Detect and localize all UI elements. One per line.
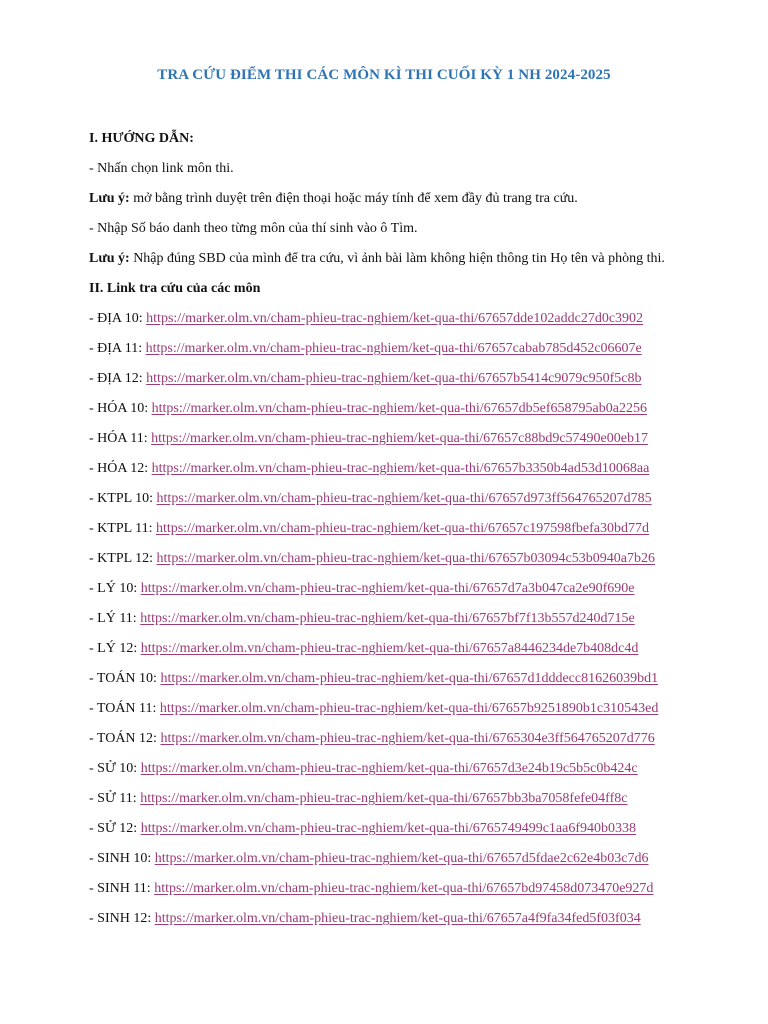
subject-link-row <box>89 850 729 880</box>
result-link[interactable]: https://marker.olm.vn/cham-phieu-trac-nghiem/ket-qua-thi/67657bb3ba7058fefe04ff8c <box>140 791 628 806</box>
result-link[interactable]: https://marker.olm.vn/cham-phieu-trac-nghiem/ket-qua-thi/67657b3350b4ad53d10068aa <box>151 461 650 476</box>
subject-link-row <box>89 730 729 760</box>
subject-link-row <box>89 700 729 730</box>
guide-heading: I. HƯỚNG DẪN: <box>89 131 194 146</box>
subject-label: - ĐỊA 11: <box>89 341 146 356</box>
document-title: TRA CỨU ĐIỂM THI CÁC MÔN KÌ THI CUỐI KỲ 1 NH 2024-2025 <box>157 67 611 83</box>
subject-link-row <box>89 490 729 520</box>
subject-link-row <box>89 340 729 370</box>
subject-link-row <box>89 910 729 940</box>
guide-step-2: - Nhập Số báo danh theo từng môn của thí sinh vào ô Tìm. <box>89 221 418 236</box>
subject-label: - SỬ 12: <box>89 821 141 836</box>
result-link[interactable]: https://marker.olm.vn/cham-phieu-trac-nghiem/ket-qua-thi/67657d3e24b19c5b5c0b424c <box>140 761 638 776</box>
subject-label: - TOÁN 10: <box>89 671 161 686</box>
result-link[interactable]: https://marker.olm.vn/cham-phieu-trac-nghiem/ket-qua-thi/67657c88bd9c57490e00eb17 <box>151 431 648 446</box>
result-link[interactable]: https://marker.olm.vn/cham-phieu-trac-nghiem/ket-qua-thi/67657d7a3b047ca2e90f690e <box>140 581 635 596</box>
result-link[interactable]: https://marker.olm.vn/cham-phieu-trac-nghiem/ket-qua-thi/67657bf7f13b557d240d715e <box>140 611 635 626</box>
subject-link-row <box>89 880 729 910</box>
subject-link-row <box>89 820 729 850</box>
subject-label: - HÓA 11: <box>89 431 152 446</box>
subject-label: - ĐỊA 10: <box>89 311 147 326</box>
subject-label: - TOÁN 12: <box>89 731 161 746</box>
subject-link-row <box>89 460 729 490</box>
subject-label: - LÝ 10: <box>89 581 141 596</box>
result-link[interactable]: https://marker.olm.vn/cham-phieu-trac-nghiem/ket-qua-thi/67657d1dddecc81626039bd1 <box>160 671 659 686</box>
subject-label: - HÓA 12: <box>89 461 152 476</box>
result-link[interactable]: https://marker.olm.vn/cham-phieu-trac-nghiem/ket-qua-thi/67657b5414c9079c950f5c8b <box>146 371 642 386</box>
subject-link-row <box>89 760 729 790</box>
subject-label: - TOÁN 11: <box>89 701 160 716</box>
subject-label: - SINH 10: <box>89 851 155 866</box>
subject-label: - SỬ 10: <box>89 761 141 776</box>
subject-link-row <box>89 790 729 820</box>
result-link[interactable]: https://marker.olm.vn/cham-phieu-trac-nghiem/ket-qua-thi/67657a4f9fa34fed5f03f034 <box>154 911 641 926</box>
subject-label: - KTPL 11: <box>89 521 157 536</box>
result-link[interactable]: https://marker.olm.vn/cham-phieu-trac-nghiem/ket-qua-thi/67657d5fdae2c62e4b03c7d6 <box>154 851 649 866</box>
subject-label: - SỬ 11: <box>89 791 141 806</box>
subject-label: - ĐỊA 12: <box>89 371 147 386</box>
subject-label: - SINH 11: <box>89 881 155 896</box>
note-label: Lưu ý: <box>89 251 130 266</box>
note-text: mở bằng trình duyệt trên điện thoại hoặc máy tính để xem đầy đủ trang tra cứu. <box>129 191 578 206</box>
links-heading: II. Link tra cứu của các môn <box>89 281 261 296</box>
result-link[interactable]: https://marker.olm.vn/cham-phieu-trac-nghiem/ket-qua-thi/67657db5ef658795ab0a2256 <box>151 401 647 416</box>
subject-link-row <box>89 430 729 460</box>
subject-link-row <box>89 310 729 340</box>
subject-link-row <box>89 640 729 670</box>
subject-label: - KTPL 12: <box>89 551 157 566</box>
guide-step-1: - Nhấn chọn link môn thi. <box>89 161 234 176</box>
note-label: Lưu ý: <box>89 191 130 206</box>
document-body <box>89 130 729 940</box>
result-link[interactable]: https://marker.olm.vn/cham-phieu-trac-nghiem/ket-qua-thi/6765749499c1aa6f940b0338 <box>140 821 637 836</box>
result-link[interactable]: https://marker.olm.vn/cham-phieu-trac-nghiem/ket-qua-thi/6765304e3ff564765207d776 <box>160 731 655 746</box>
subject-label: - HÓA 10: <box>89 401 152 416</box>
result-link[interactable]: https://marker.olm.vn/cham-phieu-trac-nghiem/ket-qua-thi/67657c197598fbefa30bd77d <box>156 521 649 536</box>
subject-link-list <box>89 310 729 940</box>
result-link[interactable]: https://marker.olm.vn/cham-phieu-trac-nghiem/ket-qua-thi/67657bd97458d073470e927d <box>154 881 654 896</box>
result-link[interactable]: https://marker.olm.vn/cham-phieu-trac-nghiem/ket-qua-thi/67657a8446234de7b408dc4d <box>140 641 639 656</box>
result-link[interactable]: https://marker.olm.vn/cham-phieu-trac-nghiem/ket-qua-thi/67657dde102addc27d0c3902 <box>146 311 644 326</box>
result-link[interactable]: https://marker.olm.vn/cham-phieu-trac-nghiem/ket-qua-thi/67657b9251890b1c310543ed <box>159 701 659 716</box>
result-link[interactable]: https://marker.olm.vn/cham-phieu-trac-nghiem/ket-qua-thi/67657cabab785d452c06607e <box>145 341 642 356</box>
result-link[interactable]: https://marker.olm.vn/cham-phieu-trac-nghiem/ket-qua-thi/67657b03094c53b0940a7b26 <box>156 551 655 566</box>
subject-label: - LÝ 11: <box>89 611 141 626</box>
note-text: Nhập đúng SBD của mình để tra cứu, vì ảnh bài làm không hiện thông tin Họ tên và phòng thi. <box>129 251 665 266</box>
guide-note-2 <box>89 250 729 268</box>
subject-link-row <box>89 670 729 700</box>
subject-link-row <box>89 370 729 400</box>
subject-label: - SINH 12: <box>89 911 155 926</box>
subject-link-row <box>89 610 729 640</box>
guide-note-1 <box>89 190 729 208</box>
subject-link-row <box>89 520 729 550</box>
subject-link-row <box>89 400 729 430</box>
subject-label: - KTPL 10: <box>89 491 157 506</box>
result-link[interactable]: https://marker.olm.vn/cham-phieu-trac-nghiem/ket-qua-thi/67657d973ff564765207d785 <box>156 491 652 506</box>
subject-link-row <box>89 580 729 610</box>
subject-label: - LÝ 12: <box>89 641 141 656</box>
subject-link-row <box>89 550 729 580</box>
